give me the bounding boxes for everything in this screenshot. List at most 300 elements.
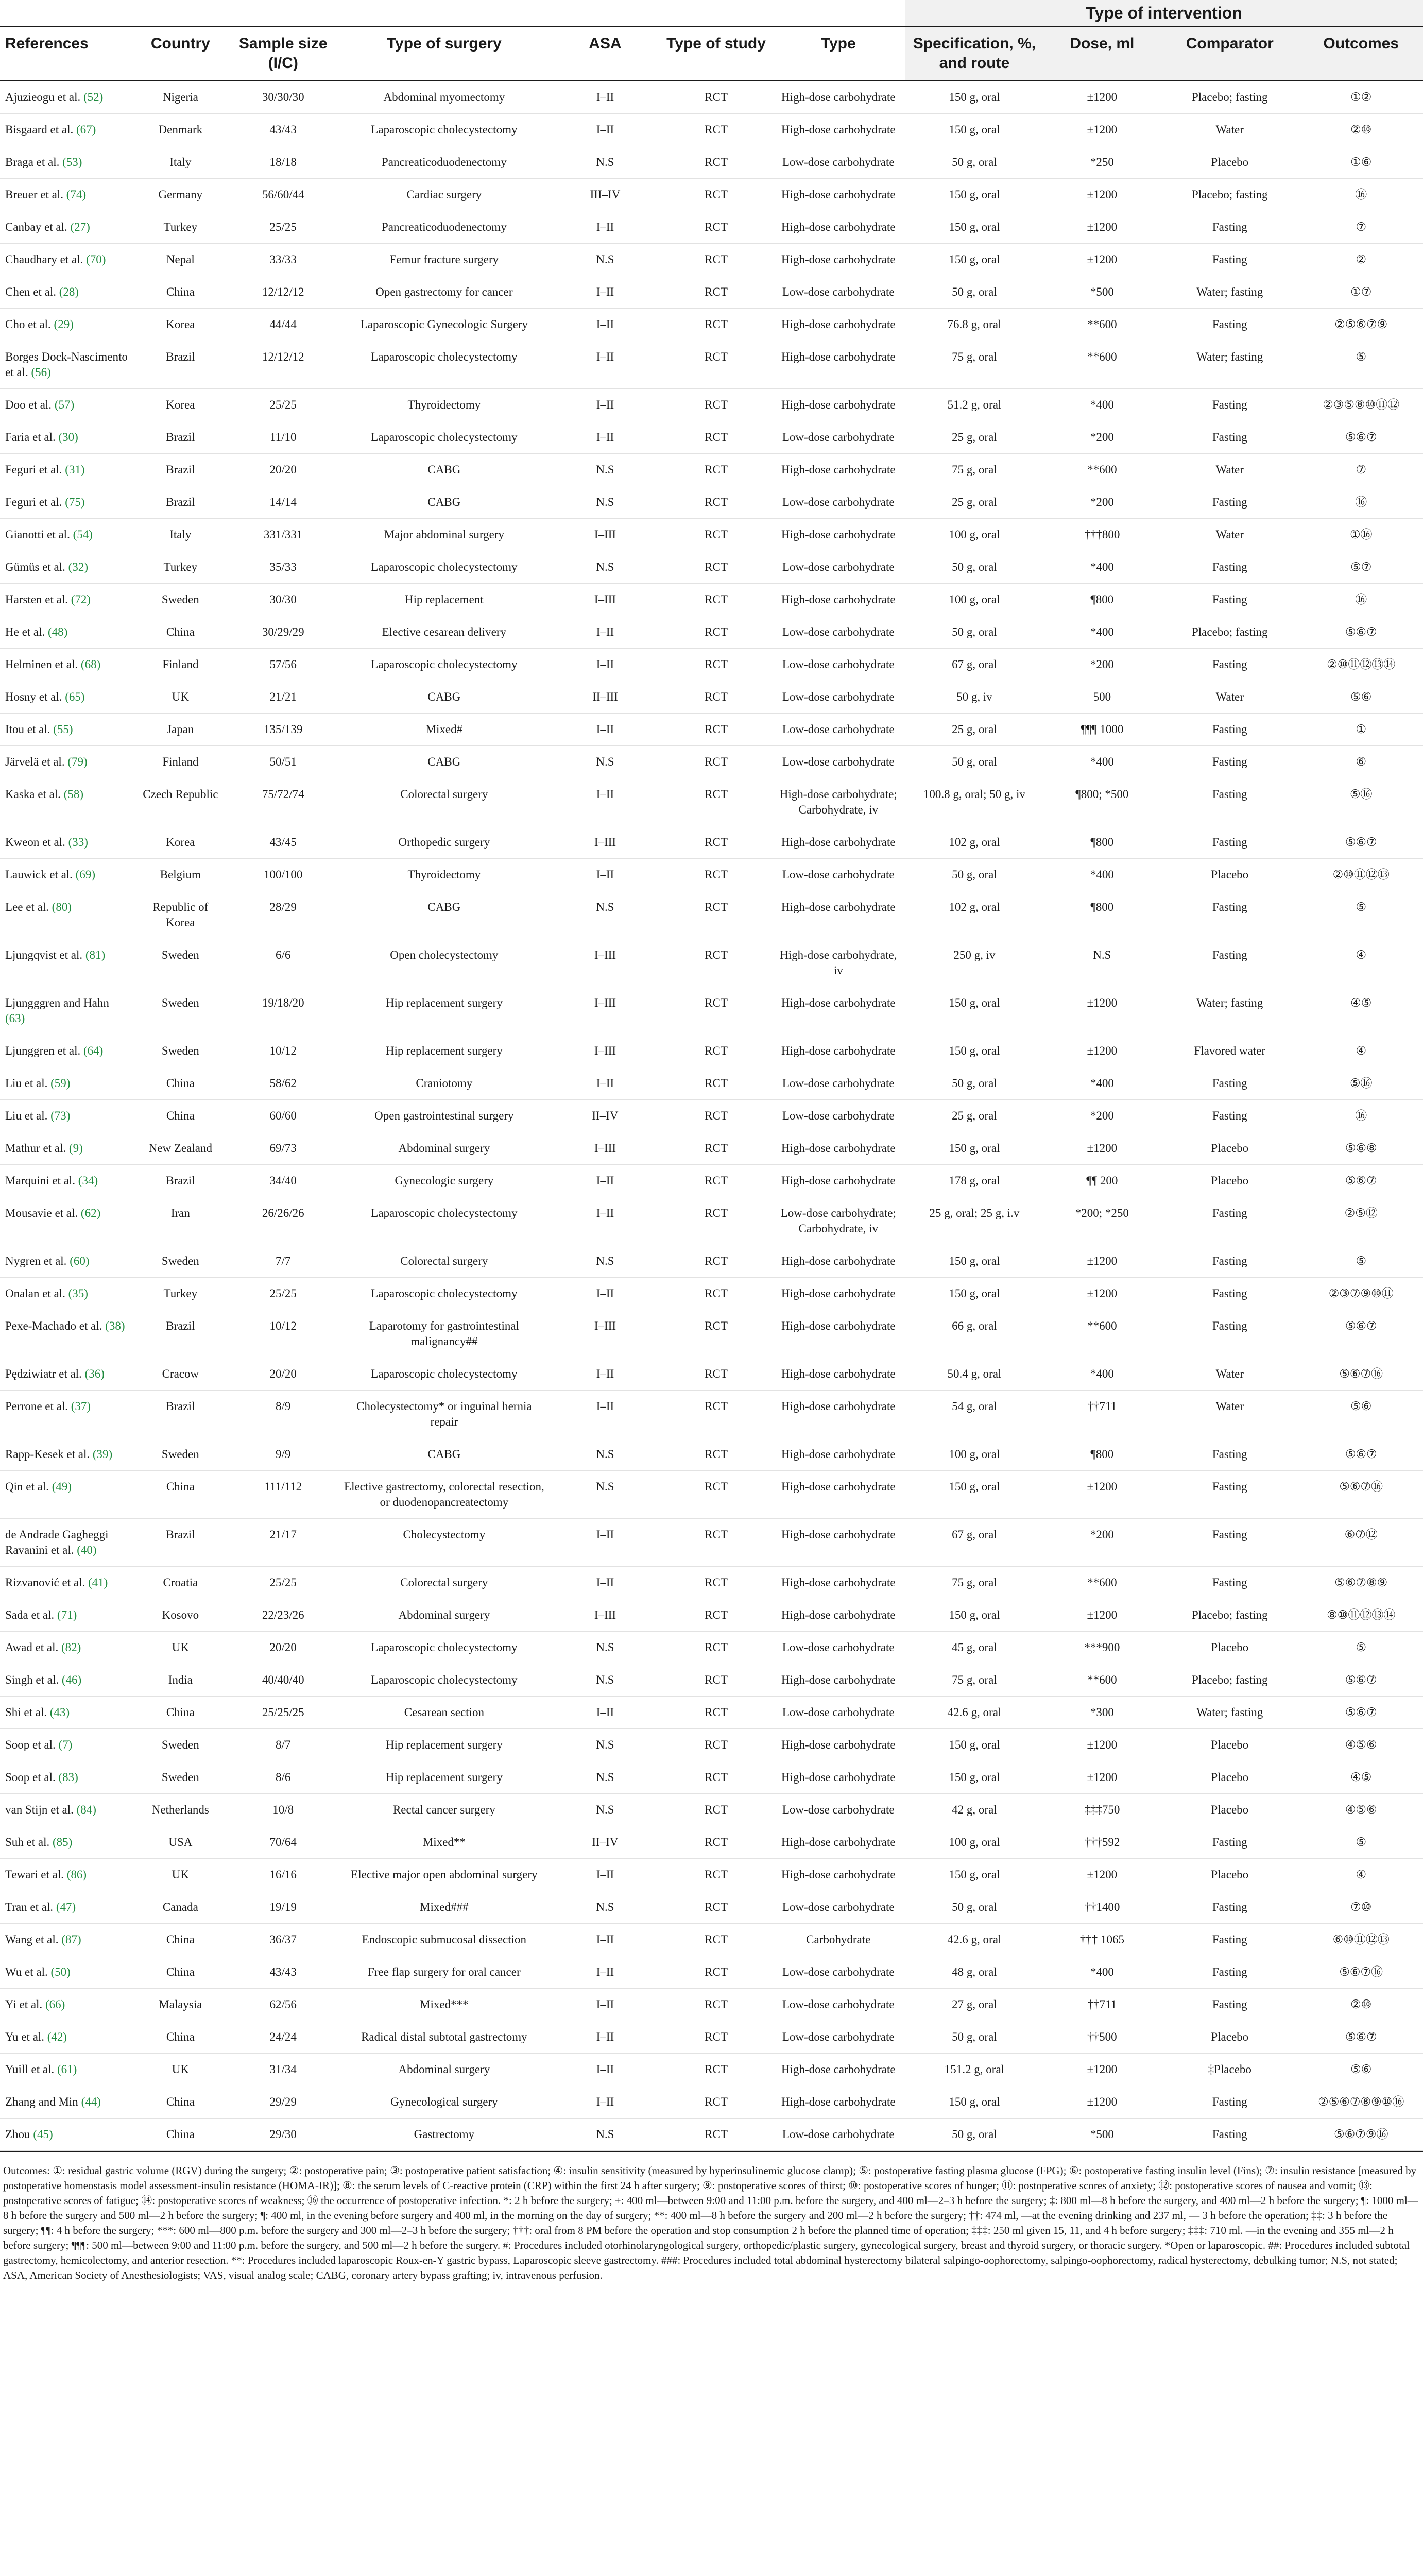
country-cell: Italy — [169, 156, 192, 168]
reference-author: Mousavie et al. — [5, 1207, 78, 1219]
surgery-type-cell: Colorectal surgery — [400, 1576, 488, 1589]
reference-cell — [0, 276, 133, 309]
reference-citation-link[interactable]: (69) — [75, 868, 95, 881]
study-type-cell: RCT — [705, 528, 728, 541]
table-row — [0, 1859, 1423, 1891]
reference-cell — [0, 1310, 133, 1358]
specification-cell: 50.4 g, oral — [947, 1367, 1002, 1380]
specification-cell: 50 g, oral — [952, 2128, 997, 2141]
intervention-type-cell: Low-dose carbohydrate — [782, 2030, 895, 2043]
reference-citation-link[interactable]: (36) — [84, 1367, 105, 1380]
reference-cell — [0, 1891, 133, 1924]
dose-cell: ±1200 — [1087, 253, 1118, 266]
dose-cell: ±1200 — [1087, 1771, 1118, 1784]
reference-citation-link[interactable]: (82) — [61, 1641, 81, 1654]
sample-size-cell: 60/60 — [269, 1109, 297, 1122]
comparator-cell: Fasting — [1212, 1901, 1247, 1913]
reference-cell — [0, 486, 133, 519]
outcomes-cell: ②⑤⑫ — [1344, 1207, 1378, 1219]
sample-size-cell: 14/14 — [269, 496, 297, 509]
intervention-type-cell: High-dose carbohydrate — [781, 1868, 896, 1881]
outcomes-cell: ④ — [1356, 1868, 1367, 1881]
table-row — [0, 1067, 1423, 1100]
reference-citation-link[interactable]: (70) — [86, 253, 106, 266]
asa-cell: I–II — [596, 2063, 614, 2076]
comparator-cell: Placebo — [1211, 156, 1249, 168]
reference-citation-link[interactable]: (86) — [66, 1868, 87, 1881]
study-type-cell: RCT — [705, 1142, 728, 1155]
reference-citation-link[interactable]: (80) — [52, 901, 72, 913]
table-row — [0, 421, 1423, 454]
surgery-type-cell: Laparoscopic cholecystectomy — [371, 1207, 518, 1219]
reference-citation-link[interactable]: (62) — [80, 1207, 101, 1219]
reference-citation-link[interactable]: (73) — [50, 1109, 71, 1122]
specification-cell: 100 g, oral — [949, 1448, 1000, 1461]
reference-author: Rapp-Kesek et al. — [5, 1448, 90, 1461]
specification-cell: 50 g, oral — [952, 285, 997, 298]
outcomes-cell: ⑤⑥⑦ — [1345, 431, 1377, 444]
reference-citation-link[interactable]: (63) — [5, 1012, 25, 1025]
reference-citation-link[interactable]: (50) — [50, 1965, 71, 1978]
study-type-cell: RCT — [705, 1803, 728, 1816]
reference-cell — [0, 81, 133, 114]
reference-citation-link[interactable]: (61) — [57, 2063, 77, 2076]
country-cell: Brazil — [166, 1400, 195, 1413]
outcomes-cell: ⑤ — [1356, 350, 1367, 363]
table-row — [0, 1132, 1423, 1165]
table-row — [0, 486, 1423, 519]
specification-cell: 50 g, oral — [952, 868, 997, 881]
study-type-cell: RCT — [705, 1109, 728, 1122]
intervention-type-cell: Low-dose carbohydrate; Carbohydrate, iv — [780, 1207, 896, 1235]
reference-citation-link[interactable]: (28) — [59, 285, 79, 298]
reference-citation-link[interactable]: (39) — [92, 1448, 113, 1461]
reference-citation-link[interactable]: (64) — [83, 1044, 104, 1057]
comparator-cell: Fasting — [1212, 431, 1247, 444]
specification-cell: 75 g, oral — [952, 350, 997, 363]
outcomes-cell: ⑥⑩⑪⑫⑬ — [1332, 1933, 1390, 1946]
dose-cell: ±1200 — [1087, 221, 1118, 233]
surgery-type-cell: Laparotomy for gastrointestinal malignancy## — [369, 1319, 519, 1348]
sample-size-cell: 20/20 — [269, 463, 297, 476]
comparator-cell: Water — [1215, 1367, 1244, 1380]
comparator-cell: Fasting — [1212, 1207, 1247, 1219]
study-type-cell: RCT — [705, 1367, 728, 1380]
study-type-cell: RCT — [705, 723, 728, 736]
col-header-type-of-surgery: Type of surgery — [339, 26, 550, 81]
surgery-type-cell: Open gastrointestinal surgery — [374, 1109, 514, 1122]
study-type-cell: RCT — [705, 91, 728, 104]
dose-cell: *200 — [1090, 496, 1114, 509]
reference-cell — [0, 1035, 133, 1067]
reference-cell — [0, 1989, 133, 2021]
surgery-type-cell: Craniotomy — [416, 1077, 473, 1090]
outcomes-cell: ① — [1356, 723, 1367, 736]
sample-size-cell: 12/12/12 — [262, 350, 304, 363]
reference-citation-link[interactable]: (66) — [45, 1998, 65, 2011]
header-spacer — [0, 0, 905, 26]
comparator-cell: Fasting — [1212, 1836, 1247, 1849]
surgery-type-cell: Cesarean section — [404, 1706, 484, 1719]
asa-cell: I–II — [596, 1287, 614, 1300]
reference-citation-link[interactable]: (72) — [71, 593, 91, 606]
intervention-type-cell: Low-dose carbohydrate — [782, 690, 895, 703]
asa-cell: I–II — [596, 1174, 614, 1187]
surgery-type-cell: Elective cesarean delivery — [382, 625, 507, 638]
intervention-type-cell: High-dose carbohydrate — [781, 528, 896, 541]
intervention-type-cell: High-dose carbohydrate — [781, 836, 896, 849]
specification-cell: 42 g, oral — [952, 1803, 997, 1816]
reference-citation-link[interactable]: (79) — [67, 755, 88, 768]
surgery-type-cell: Mixed# — [425, 723, 463, 736]
asa-cell: II–III — [592, 690, 618, 703]
outcomes-cell: ④⑤⑥ — [1345, 1803, 1377, 1816]
reference-citation-link[interactable]: (43) — [49, 1706, 70, 1719]
dose-cell: *400 — [1090, 1367, 1114, 1380]
comparator-cell: Water — [1215, 1400, 1244, 1413]
reference-citation-link[interactable]: (45) — [33, 2128, 53, 2141]
sample-size-cell: 135/139 — [264, 723, 303, 736]
reference-citation-link[interactable]: (67) — [76, 123, 96, 136]
reference-author: Ljunggren et al. — [5, 1044, 81, 1057]
intervention-group-header: Type of intervention — [905, 0, 1423, 26]
reference-citation-link[interactable]: (53) — [62, 156, 82, 168]
reference-citation-link[interactable]: (29) — [54, 318, 74, 331]
reference-citation-link[interactable]: (58) — [63, 788, 84, 801]
asa-cell: I–II — [596, 431, 614, 444]
surgery-type-cell: Laparoscopic cholecystectomy — [371, 123, 518, 136]
dose-cell: ±1200 — [1087, 123, 1118, 136]
study-type-cell: RCT — [705, 868, 728, 881]
specification-cell: 102 g, oral — [949, 901, 1000, 913]
specification-cell: 150 g, oral — [949, 221, 1000, 233]
sample-size-cell: 28/29 — [269, 901, 297, 913]
table-row — [0, 1310, 1423, 1358]
sample-size-cell: 44/44 — [269, 318, 297, 331]
dose-cell: †††800 — [1084, 528, 1120, 541]
table-row — [0, 1697, 1423, 1729]
reference-author: Liu et al. — [5, 1109, 48, 1122]
study-type-cell: RCT — [705, 1044, 728, 1057]
reference-citation-link[interactable]: (37) — [71, 1400, 91, 1413]
reference-cell — [0, 389, 133, 421]
reference-citation-link[interactable]: (87) — [61, 1933, 81, 1946]
dose-cell: N.S — [1093, 948, 1111, 961]
specification-cell: 66 g, oral — [952, 1319, 997, 1332]
reference-citation-link[interactable]: (56) — [31, 366, 51, 379]
intervention-type-cell: Low-dose carbohydrate — [782, 1901, 895, 1913]
reference-citation-link[interactable]: (31) — [65, 463, 85, 476]
intervention-type-cell: High-dose carbohydrate — [781, 996, 896, 1009]
reference-citation-link[interactable]: (59) — [50, 1077, 71, 1090]
column-headers — [0, 26, 1423, 81]
intervention-type-cell: High-dose carbohydrate — [781, 1044, 896, 1057]
reference-author: Onalan et al. — [5, 1287, 65, 1300]
country-cell: Japan — [167, 723, 194, 736]
specification-cell: 150 g, oral — [949, 1771, 1000, 1784]
outcomes-cell: ⑤⑥⑦ — [1345, 625, 1377, 638]
reference-cell — [0, 1761, 133, 1794]
country-cell: Italy — [169, 528, 192, 541]
sample-size-cell: 43/43 — [269, 1965, 297, 1978]
reference-citation-link[interactable]: (40) — [77, 1544, 97, 1556]
reference-cell — [0, 891, 133, 939]
country-cell: Brazil — [166, 1174, 195, 1187]
study-type-cell: RCT — [705, 1965, 728, 1978]
table-row — [0, 616, 1423, 649]
outcomes-cell: ⑦ — [1356, 221, 1367, 233]
dose-cell: ±1200 — [1087, 1255, 1118, 1267]
table-row — [0, 1826, 1423, 1859]
reference-citation-link[interactable]: (52) — [83, 91, 104, 104]
reference-cell — [0, 616, 133, 649]
study-type-cell: RCT — [705, 1207, 728, 1219]
asa-cell: I–III — [594, 996, 616, 1009]
sample-size-cell: 56/60/44 — [262, 188, 304, 201]
table-body — [0, 81, 1423, 2151]
reference-author: Pędziwiatr et al. — [5, 1367, 82, 1380]
surgery-type-cell: Cholecystectomy — [403, 1528, 486, 1541]
reference-cell — [0, 1438, 133, 1471]
outcomes-cell: ⑤⑦ — [1350, 561, 1372, 573]
sample-size-cell: 29/29 — [269, 2095, 297, 2108]
reference-citation-link[interactable]: (35) — [68, 1287, 88, 1300]
intervention-type-cell: Low-dose carbohydrate — [782, 1109, 895, 1122]
reference-cell — [0, 1132, 133, 1165]
sample-size-cell: 331/331 — [264, 528, 303, 541]
asa-cell: I–II — [596, 625, 614, 638]
reference-citation-link[interactable]: (68) — [80, 658, 101, 671]
intervention-type-cell: High-dose carbohydrate — [781, 1448, 896, 1461]
intervention-type-cell: Low-dose carbohydrate — [782, 1965, 895, 1978]
reference-citation-link[interactable]: (85) — [53, 1836, 73, 1849]
dose-cell: *400 — [1090, 398, 1114, 411]
surgery-type-cell: Open cholecystectomy — [390, 948, 499, 961]
reference-citation-link[interactable]: (84) — [76, 1803, 96, 1816]
study-type-cell: RCT — [705, 1998, 728, 2011]
reference-citation-link[interactable]: (49) — [52, 1480, 72, 1493]
reference-cell — [0, 146, 133, 179]
reference-citation-link[interactable]: (33) — [68, 836, 88, 849]
intervention-type-cell: High-dose carbohydrate — [781, 1576, 896, 1589]
reference-citation-link[interactable]: (9) — [68, 1142, 83, 1155]
col-header-asa: ASA — [550, 26, 661, 81]
table-row — [0, 1956, 1423, 1989]
specification-cell: 75 g, oral — [952, 1576, 997, 1589]
country-cell: Korea — [166, 398, 195, 411]
surgery-type-cell: Laparoscopic cholecystectomy — [371, 1641, 518, 1654]
reference-citation-link[interactable]: (57) — [54, 398, 75, 411]
country-cell: Turkey — [163, 561, 198, 573]
specification-cell: 100 g, oral — [949, 593, 1000, 606]
asa-cell: N.S — [596, 1480, 614, 1493]
country-cell: Germany — [158, 188, 203, 201]
outcomes-cell: ①⑦ — [1350, 285, 1372, 298]
reference-citation-link[interactable]: (60) — [70, 1255, 90, 1267]
reference-cell — [0, 1729, 133, 1761]
reference-citation-link[interactable]: (32) — [68, 561, 88, 573]
sample-size-cell: 30/30 — [269, 593, 297, 606]
reference-citation-link[interactable]: (75) — [65, 496, 85, 509]
reference-author: Hosny et al. — [5, 690, 62, 703]
table-row — [0, 81, 1423, 114]
reference-cell — [0, 1859, 133, 1891]
surgery-type-cell: Mixed### — [420, 1901, 469, 1913]
sample-size-cell: 16/16 — [269, 1868, 297, 1881]
outcomes-cell: ⑤⑯ — [1349, 788, 1373, 801]
study-type-cell: RCT — [705, 2095, 728, 2108]
reference-cell — [0, 244, 133, 276]
reference-cell — [0, 859, 133, 891]
country-cell: Sweden — [161, 996, 199, 1009]
comparator-cell: Fasting — [1212, 221, 1247, 233]
study-type-cell: RCT — [705, 1673, 728, 1686]
comparator-cell: Placebo — [1211, 1803, 1249, 1816]
table-row — [0, 1035, 1423, 1067]
reference-author: Tewari et al. — [5, 1868, 64, 1881]
asa-cell: I–III — [594, 836, 616, 849]
reference-author: Awad et al. — [5, 1641, 59, 1654]
specification-cell: 178 g, oral — [949, 1174, 1000, 1187]
comparator-cell: Placebo; fasting — [1191, 91, 1268, 104]
table-header — [0, 0, 1423, 81]
asa-cell: N.S — [596, 1803, 614, 1816]
reference-citation-link[interactable]: (74) — [66, 188, 87, 201]
surgery-type-cell: Gynecological surgery — [390, 2095, 498, 2108]
table-row — [0, 1599, 1423, 1632]
comparator-cell: Placebo; fasting — [1191, 188, 1268, 201]
study-type-cell: RCT — [705, 2030, 728, 2043]
intervention-type-cell: High-dose carbohydrate — [781, 2095, 896, 2108]
intervention-type-cell: Low-dose carbohydrate — [782, 723, 895, 736]
asa-cell: III–IV — [590, 188, 621, 201]
reference-citation-link[interactable]: (41) — [88, 1576, 108, 1589]
reference-citation-link[interactable]: (27) — [70, 221, 90, 233]
surgery-type-cell: Laparoscopic cholecystectomy — [371, 1287, 518, 1300]
dose-cell: *400 — [1090, 1077, 1114, 1090]
intervention-type-cell: High-dose carbohydrate — [781, 91, 896, 104]
reference-author: Zhou — [5, 2128, 30, 2141]
study-type-cell: RCT — [705, 1174, 728, 1187]
table-row — [0, 1100, 1423, 1132]
comparator-cell: Fasting — [1212, 1998, 1247, 2011]
study-type-cell: RCT — [705, 658, 728, 671]
sample-size-cell: 29/30 — [269, 2128, 297, 2141]
country-cell: China — [166, 2095, 195, 2108]
sample-size-cell: 33/33 — [269, 253, 297, 266]
table-row — [0, 746, 1423, 778]
comparator-cell: Fasting — [1212, 755, 1247, 768]
reference-cell — [0, 519, 133, 551]
reference-citation-link[interactable]: (55) — [53, 723, 73, 736]
country-cell: Brazil — [166, 496, 195, 509]
reference-author: Kaska et al. — [5, 788, 61, 801]
reference-author: Sada et al. — [5, 1608, 55, 1621]
surgery-type-cell: CABG — [427, 1448, 461, 1461]
specification-cell: 75 g, oral — [952, 1673, 997, 1686]
reference-citation-link[interactable]: (48) — [48, 625, 68, 638]
reference-citation-link[interactable]: (30) — [58, 431, 78, 444]
asa-cell: I–II — [596, 1998, 614, 2011]
surgery-type-cell: Endoscopic submucosal dissection — [362, 1933, 527, 1946]
reference-citation-link[interactable]: (7) — [58, 1738, 73, 1751]
specification-cell: 150 g, oral — [949, 996, 1000, 1009]
asa-cell: N.S — [596, 496, 614, 509]
reference-citation-link[interactable]: (44) — [81, 2095, 101, 2108]
asa-cell: I–II — [596, 1706, 614, 1719]
asa-cell: I–III — [594, 1142, 616, 1155]
reference-citation-link[interactable]: (46) — [61, 1673, 82, 1686]
comparator-cell: ‡Placebo — [1208, 2063, 1251, 2076]
reference-author: Yuill et al. — [5, 2063, 55, 2076]
country-cell: Turkey — [163, 221, 198, 233]
table-row — [0, 1567, 1423, 1599]
comparator-cell: Water — [1215, 123, 1244, 136]
comparator-cell: Fasting — [1212, 836, 1247, 849]
table-row — [0, 211, 1423, 244]
country-cell: Sweden — [161, 1771, 199, 1784]
reference-author: Soop et al. — [5, 1738, 56, 1751]
study-type-cell: RCT — [705, 1480, 728, 1493]
dose-cell: ¶¶ 200 — [1086, 1174, 1118, 1187]
reference-citation-link[interactable]: (54) — [73, 528, 93, 541]
reference-citation-link[interactable]: (38) — [105, 1319, 125, 1332]
reference-citation-link[interactable]: (83) — [58, 1771, 78, 1784]
reference-cell — [0, 2054, 133, 2086]
asa-cell: N.S — [596, 1738, 614, 1751]
reference-citation-link[interactable]: (42) — [47, 2030, 67, 2043]
country-cell: China — [166, 2128, 195, 2141]
intervention-type-cell: High-dose carbohydrate — [781, 463, 896, 476]
reference-cell — [0, 746, 133, 778]
reference-cell — [0, 649, 133, 681]
study-type-cell: RCT — [705, 285, 728, 298]
reference-citation-link[interactable]: (81) — [85, 948, 106, 961]
specification-cell: 25 g, oral — [952, 723, 997, 736]
outcomes-cell: ⑤⑥⑦⑧⑨ — [1334, 1576, 1388, 1589]
table-row — [0, 1197, 1423, 1245]
surgery-type-cell: Laparoscopic cholecystectomy — [371, 350, 518, 363]
study-type-cell: RCT — [705, 948, 728, 961]
dose-cell: ¶¶¶ 1000 — [1081, 723, 1124, 736]
table-row — [0, 1519, 1423, 1567]
reference-author: Borges Dock-Nascimento et al. — [5, 350, 128, 379]
intervention-type-cell: High-dose carbohydrate — [781, 123, 896, 136]
intervention-type-cell: High-dose carbohydrate — [781, 188, 896, 201]
table-row — [0, 1358, 1423, 1391]
study-type-cell: RCT — [705, 1641, 728, 1654]
sample-size-cell: 70/64 — [269, 1836, 297, 1849]
reference-cell — [0, 114, 133, 146]
reference-citation-link[interactable]: (71) — [57, 1608, 77, 1621]
dose-cell: *250 — [1090, 156, 1114, 168]
specification-cell: 150 g, oral — [949, 1608, 1000, 1621]
dose-cell: ¶800 — [1090, 901, 1114, 913]
outcomes-cell: ⑤⑥⑦⑯ — [1339, 1965, 1383, 1978]
reference-cell — [0, 584, 133, 616]
study-type-cell: RCT — [705, 496, 728, 509]
specification-cell: 150 g, oral — [949, 1480, 1000, 1493]
comparator-cell: Placebo — [1211, 1771, 1249, 1784]
specification-cell: 150 g, oral — [949, 188, 1000, 201]
table-row — [0, 1891, 1423, 1924]
reference-citation-link[interactable]: (65) — [65, 690, 85, 703]
outcomes-cell: ②⑩⑪⑫⑬ — [1332, 868, 1390, 881]
reference-citation-link[interactable]: (47) — [56, 1901, 76, 1913]
comparator-cell: Placebo — [1211, 1738, 1249, 1751]
reference-citation-link[interactable]: (34) — [78, 1174, 98, 1187]
comparator-cell: Fasting — [1212, 1109, 1247, 1122]
